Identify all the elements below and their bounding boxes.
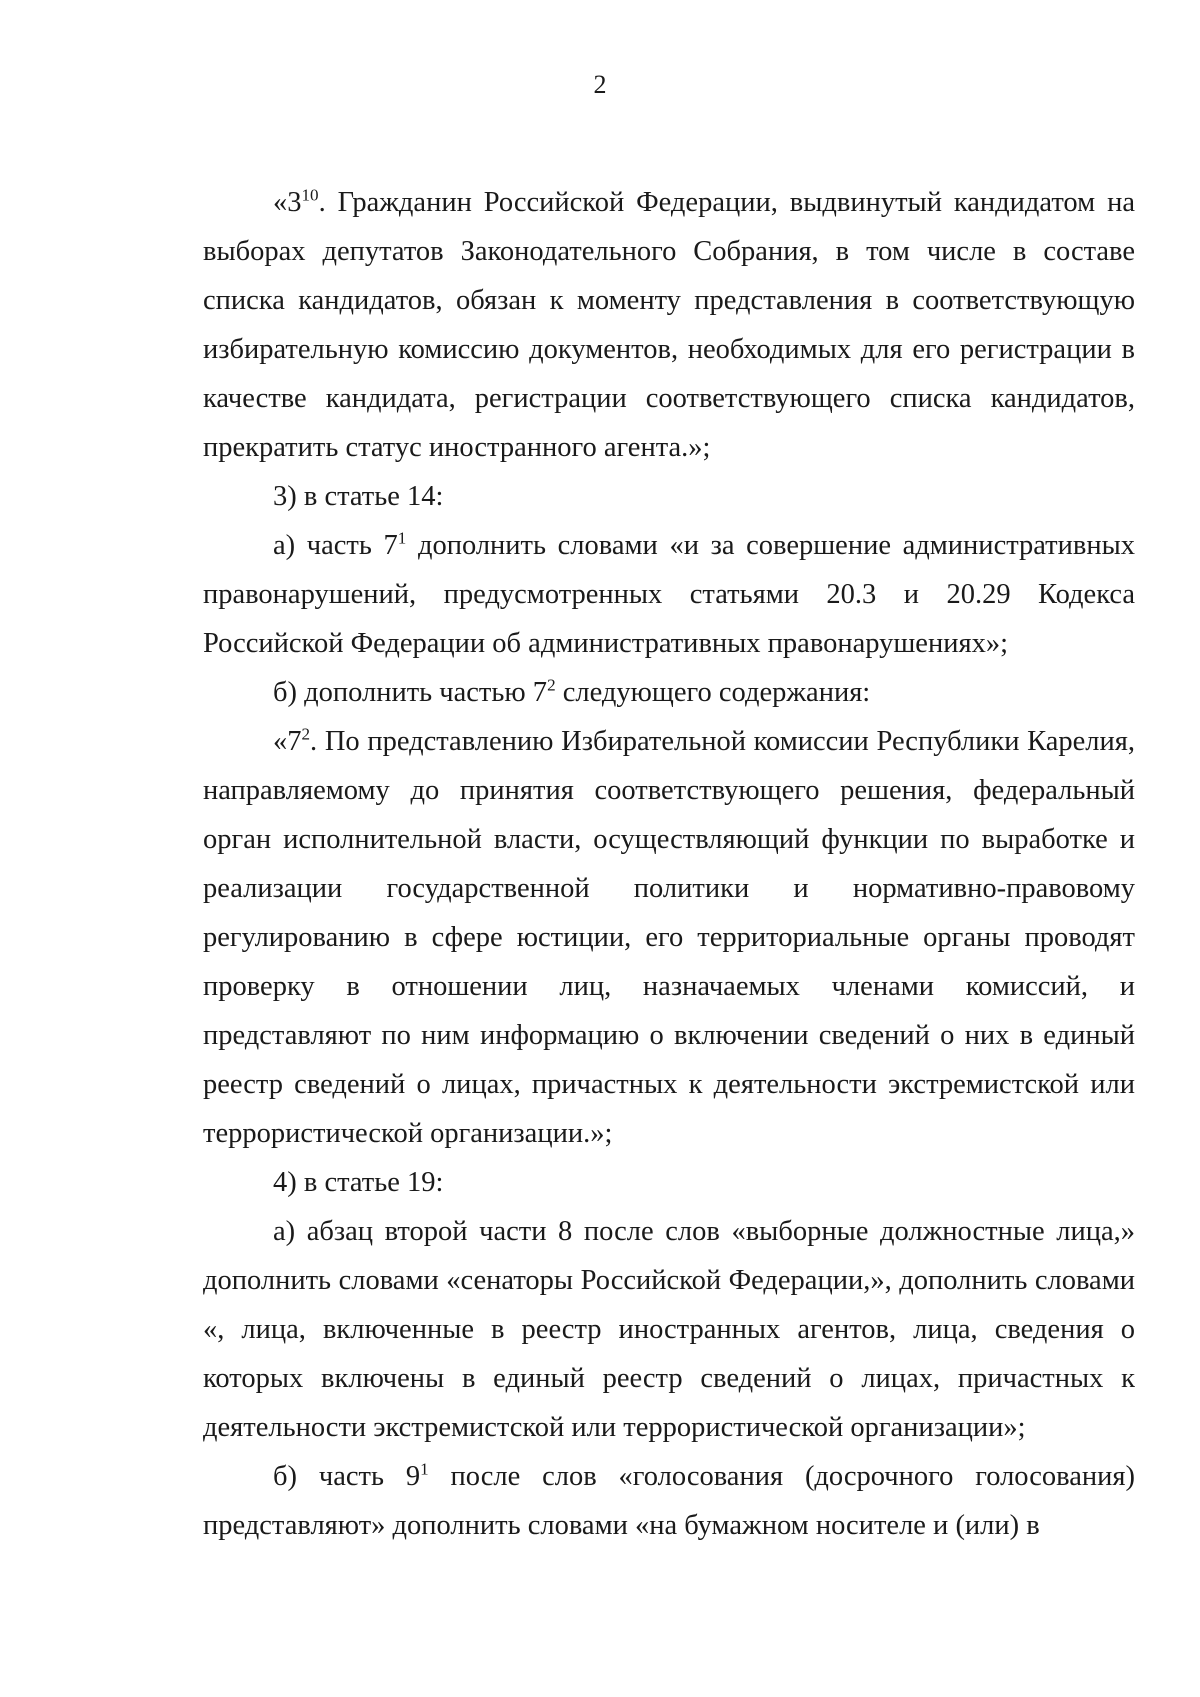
paragraph-item-4: 4) в статье 19: <box>273 1167 444 1198</box>
paragraph-item-4b: б) часть $9^1$ после слов «голосования (досрочного голосования) представляют» дополнить словами «на бумажном носителе и (или) в <box>203 1459 1136 1541</box>
paragraph-item-4a: а) абзац второй части 8 после слов «выборные должностные лица,» дополнить словами «сенаторы Российской Федерации,», дополнить словами «, лица, включенные в реестр иностранных агентов, лица, сведения о которых включены в единый реестр сведений о лицах, причастных к деятельности экстремистской или террористической организации»; <box>203 1216 1135 1443</box>
paragraph-item-3b: б) дополнить частью $7^2$ следующего содержания: <box>273 675 871 708</box>
paragraph-3-10: «$3^{10}$. Гражданин Российской Федерации, выдвинутый кандидатом на выборах депутатов Законодательного Собрания, в том числе в составе списка кандидатов, обязан к моменту представления в соответствующую избирательную комиссию документов, необходимых для его регистрации в качестве кандидата, регистрации соответствующего списка кандидатов, прекратить статус иностранного агента.»; <box>203 185 1135 463</box>
paragraph-7-2: «$7^2$. По представлению Избирательной комиссии Республики Карелия, направляемому до принятия соответствующего решения, федеральный орган исполнительной власти, осуществляющий функции по выработке и реализации государственной политики и нормативно-правовому регулированию в сфере юстиции, его территориальные органы проводят проверку в отношении лиц, назначаемых членами комиссий, и представляют по ним информацию о включении сведений о них в единый реестр сведений о лицах, причастных к деятельности экстремистской или террористической организации.»; <box>203 724 1135 1149</box>
paragraph-item-3a: а) часть $7^1$ дополнить словами «и за совершение административных правонарушений, предусмотренных статьями 20.3 и 20.29 Кодекса Российской Федерации об административных правонарушениях»; <box>203 528 1135 659</box>
paragraph-item-3: 3) в статье 14: <box>273 481 444 512</box>
document-body <box>203 178 1135 1550</box>
page-number: 2 <box>593 70 607 99</box>
